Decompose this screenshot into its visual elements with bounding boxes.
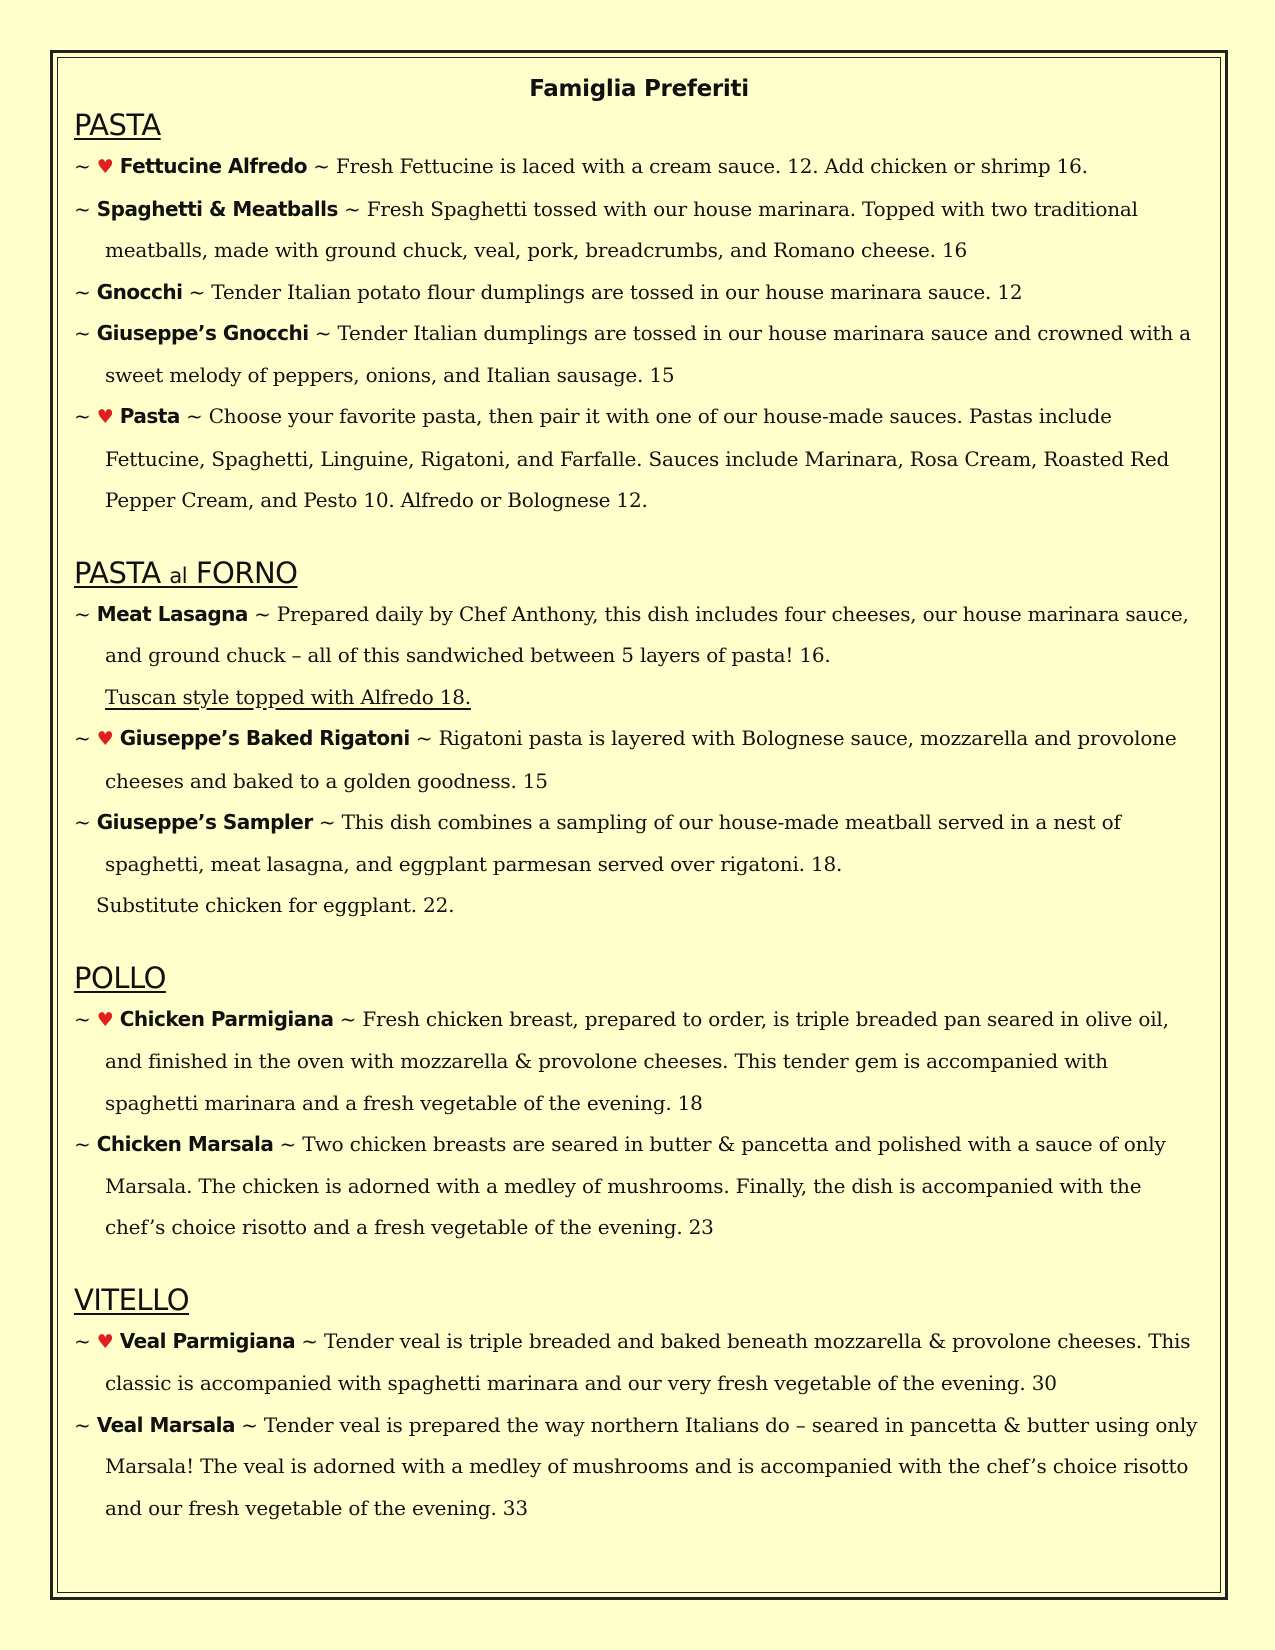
menu-item: ~ ♥ Fettucine Alfredo ~ Fresh Fettucine is laced with a cream sauce. 12. Add chicken or shrimp 16.: [74, 154, 1088, 178]
menu-content: [74, 76, 1204, 1563]
heart-icon: ♥: [96, 156, 114, 178]
menu-item-description: Choose your favorite pasta, then pair it with one of our house-made sauces. Pastas include Fettucine, Spaghetti, Linguine, Rigatoni, and Farfalle. Sauces include Marinara, Rosa Cream, Roasted Red Pepper Cream, and Pesto 10. Alfredo or Bolognese 12.: [105, 404, 1170, 512]
section-title: [74, 556, 1204, 590]
menu-item: ~ ♥ Giuseppe’s Baked Rigatoni ~ Rigatoni pasta is layered with Bolognese sauce, mozzarella and provolone cheeses and baked to a golden goodness. 15: [74, 726, 1177, 793]
menu-item: ~ ♥ Chicken Parmigiana ~ Fresh chicken breast, prepared to order, is triple breaded pan seared in olive oil, and finished in the oven with mozzarella & provolone cheeses. This tender gem is accompanied with spaghetti marinara and a fresh vegetable of the evening. 18: [74, 1006, 1169, 1115]
section-title-main: VITELLO: [74, 1282, 190, 1317]
menu-item-name: Veal Marsala: [96, 1412, 235, 1437]
menu-item-name: Chicken Parmigiana: [119, 1006, 334, 1031]
menu-item-name: Veal Parmigiana: [119, 1328, 296, 1353]
menu-item-description: Tender Italian dumplings are tossed in our house marinara sauce and crowned with a sweet melody of peppers, onions, and Italian sausage. 15: [105, 321, 1191, 387]
menu-item-name: Pasta: [119, 404, 180, 428]
menu-item-description: Fresh Fettucine is laced with a cream sauce. 12. Add chicken or shrimp 16.: [335, 154, 1088, 178]
menu-item: ~ Veal Marsala ~ Tender veal is prepared the way northern Italians do – seared in pancetta & butter using only Marsala! The veal is adorned with a medley of mushrooms and is accompanied with the chef’s choice risotto and our fresh vegetable of the evening. 33: [74, 1412, 1198, 1520]
menu-item-note: Substitute chicken for eggplant. 22.: [96, 893, 455, 917]
menu-item: ~ ♥ Pasta ~ Choose your favorite pasta, then pair it with one of our house-made sauces. Pastas include Fettucine, Spaghetti, Linguine, Rigatoni, and Farfalle. Sauces include Marinara, Rosa Cream, Roasted Red Pepper Cream, and Pesto 10. Alfredo or Bolognese 12.: [74, 404, 1170, 512]
menu-section: [74, 1283, 1204, 1530]
section-title-main: POLLO: [74, 960, 166, 995]
section-title-main: PASTA: [74, 108, 161, 142]
menu-item: ~ Spaghetti & Meatballs ~ Fresh Spaghetti tossed with our house marinara. Topped with two traditional meatballs, made with ground chuck, veal, pork, breadcrumbs, and Romano cheese. 16: [74, 196, 1138, 262]
menu-section: [74, 108, 1204, 522]
menu-item-description: This dish combines a sampling of our house-made meatball served in a nest of spaghetti, meat lasagna, and eggplant parmesan served over rigatoni. 18.: [105, 810, 1121, 876]
menu-sections: [74, 108, 1204, 1529]
menu-item-name: Giuseppe’s Gnocchi: [96, 321, 309, 345]
menu-item-description: Tender Italian potato flour dumplings are tossed in our house marinara sauce. 12: [211, 279, 1023, 304]
menu-item-name: Giuseppe’s Sampler: [96, 810, 313, 834]
section-title: [74, 961, 1204, 995]
menu-item: ~ Meat Lasagna ~ Prepared daily by Chef Anthony, this dish includes four cheeses, our house marinara sauce, and ground chuck – all of this sandwiched between 5 layers of pasta! 16.: [74, 601, 1189, 667]
menu-item-description: Two chicken breasts are seared in butter & pancetta and polished with a sauce of only Marsala. The chicken is adorned with a medley of mushrooms. Finally, the dish is accompanied with the chef’s choice risotto and a fresh vegetable of the evening. 23: [105, 1132, 1166, 1239]
menu-item-name: Gnocchi: [96, 279, 183, 304]
section-title-small: al: [169, 563, 188, 588]
heart-icon: ♥: [96, 1008, 114, 1031]
section-title: [74, 108, 1204, 142]
menu-item: ~ Chicken Marsala ~ Two chicken breasts are seared in butter & pancetta and polished with a sauce of only Marsala. The chicken is adorned with a medley of mushrooms. Finally, the dish is accompanied with the chef’s choice risotto and a fresh vegetable of the evening. 23: [74, 1132, 1166, 1239]
menu-section: [74, 556, 1204, 927]
menu-item-description: Fresh chicken breast, prepared to order, is triple breaded pan seared in olive oil, and finished in the oven with mozzarella & provolone cheeses. This tender gem is accompanied with spaghetti marinara and a fresh vegetable of the evening. 18: [105, 1006, 1169, 1115]
menu-item-description: Rigatoni pasta is layered with Bolognese sauce, mozzarella and provolone cheeses and baked to a golden goodness. 15: [105, 726, 1177, 793]
menu-item-name: Fettucine Alfredo: [119, 154, 308, 178]
heart-icon: ♥: [96, 728, 114, 750]
menu-item: ~ ♥ Veal Parmigiana ~ Tender veal is triple breaded and baked beneath mozzarella & provolone cheeses. This classic is accompanied with spaghetti marinara and our very fresh vegetable of the evening. 30: [74, 1328, 1191, 1395]
menu-item-name: Spaghetti & Meatballs: [96, 196, 338, 221]
menu-item: ~ Giuseppe’s Sampler ~ This dish combines a sampling of our house-made meatball served in a nest of spaghetti, meat lasagna, and eggplant parmesan served over rigatoni. 18.: [74, 810, 1121, 876]
section-title: [74, 1283, 1204, 1317]
menu-item-name: Chicken Marsala: [96, 1132, 274, 1156]
menu-item: ~ Gnocchi ~ Tender Italian potato flour dumplings are tossed in our house marinara sauce. 12: [74, 279, 1023, 304]
menu-item-description: Tender veal is triple breaded and baked beneath mozzarella & provolone cheeses. This classic is accompanied with spaghetti marinara and our very fresh vegetable of the evening. 30: [105, 1328, 1191, 1395]
heart-icon: ♥: [96, 406, 114, 428]
menu-section: [74, 961, 1204, 1249]
section-title-main: PASTA: [74, 555, 170, 590]
menu-item-note: Tuscan style topped with Alfredo 18.: [105, 684, 471, 709]
menu-item: ~ Giuseppe’s Gnocchi ~ Tender Italian dumplings are tossed in our house marinara sauce and crowned with a sweet melody of peppers, onions, and Italian sausage. 15: [74, 321, 1191, 387]
page-title: Famiglia Preferiti: [529, 76, 749, 102]
menu-item-name: Meat Lasagna: [96, 601, 248, 626]
menu-item-name: Giuseppe’s Baked Rigatoni: [119, 726, 410, 750]
section-title-tail: FORNO: [187, 555, 298, 590]
menu-item-description: Tender veal is prepared the way northern Italians do – seared in pancetta & butter using only Marsala! The veal is adorned with a medley of mushrooms and is accompanied with the chef’s choice risotto and our fresh vegetable of the evening. 33: [105, 1412, 1198, 1520]
menu-item-description: Fresh Spaghetti tossed with our house marinara. Topped with two traditional meatballs, made with ground chuck, veal, pork, breadcrumbs, and Romano cheese. 16: [105, 196, 1138, 262]
heart-icon: ♥: [96, 1330, 114, 1353]
menu-item-description: Prepared daily by Chef Anthony, this dish includes four cheeses, our house marinara sauce, and ground chuck – all of this sandwiched between 5 layers of pasta! 16.: [105, 601, 1189, 667]
